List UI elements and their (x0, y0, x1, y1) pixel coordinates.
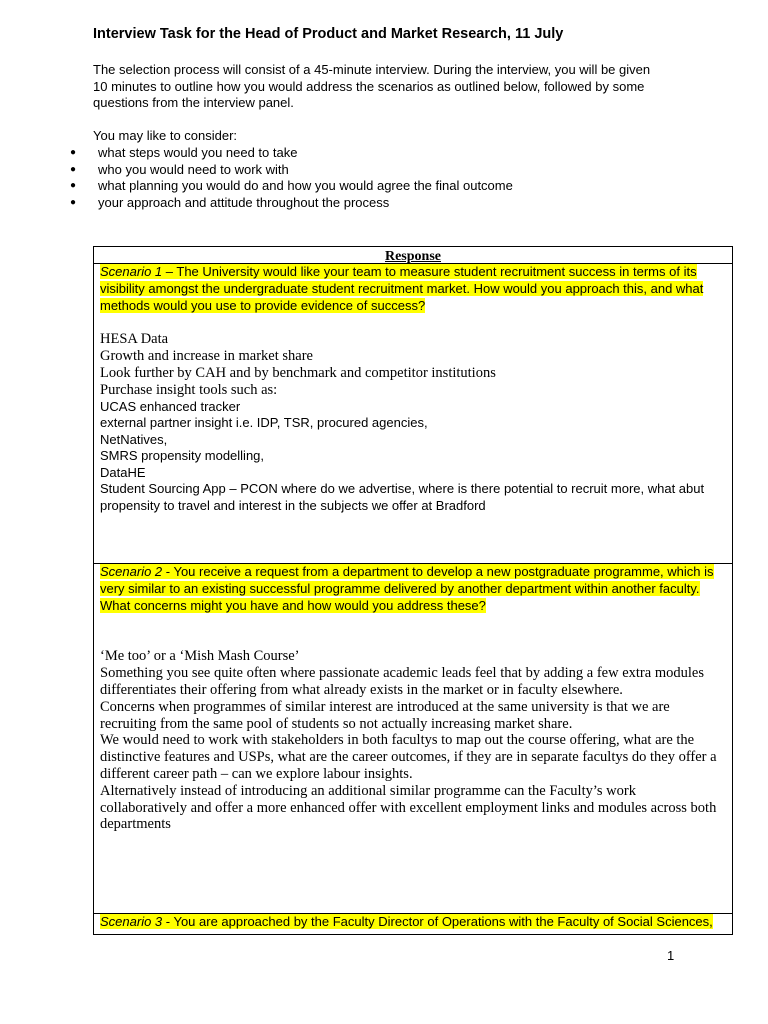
bullet-icon: ● (70, 147, 77, 158)
scenario-1-question (100, 264, 726, 314)
scenario-1-cell (94, 264, 732, 564)
scenario-2-question (100, 564, 726, 614)
scenario-2-paragraph: We would need to work with stakeholders in both facultys to map out the course offering, what are the distinctive features and USPs, what are the career outcomes, if they are in separate facultys do they offer a different career path – can we explore labour insights. (100, 732, 717, 782)
scenario-1-tool-line: Student Sourcing App – PCON where do we advertise, where is there potential to recruit more, what abut propensity to travel and interest in the subjects we offer at Bradford (100, 481, 705, 513)
scenario-1-tool-line: DataHE (100, 464, 146, 480)
scenario-1-tool-line: NetNatives, (100, 431, 168, 447)
bullet-icon: ● (70, 197, 77, 209)
scenario-1-serif-line: Growth and increase in market share (100, 348, 313, 365)
scenario-1-tool-line: UCAS enhanced tracker (100, 398, 241, 414)
scenario-2-label: Scenario 2 (100, 564, 163, 579)
scenario-2-text: - You receive a request from a department to develop a new postgraduate programme, which is very similar to an existing successful programme delivered by another department within another faculty. What concerns might you have and how would you address these? (100, 564, 714, 613)
bullet-icon: ● (70, 163, 77, 175)
scenario-1-label: Scenario 1 (100, 264, 163, 279)
response-heading: Response (384, 249, 441, 264)
scenario-1-serif-line: HESA Data (100, 331, 169, 348)
scenario-2-paragraph: Concerns when programmes of similar interest are introduced at the same university is that we are recruiting from the same pool of students so not actually increasing market share. (100, 698, 670, 732)
consider-heading: You may like to consider: (93, 128, 238, 143)
scenario-2-paragraph: Alternatively instead of introducing an additional similar programme can the Faculty’s work collaboratively and offer a more enhanced offer with excellent employment links and modules across both departments (100, 782, 717, 833)
scenario-3-cell (94, 914, 732, 934)
scenario-1-text: – The University would like your team to measure student recruitment success in terms of its visibility amongst the undergraduate student recruitment market. How would you approach this, and what methods would you use to provide evidence of success? (100, 264, 704, 313)
scenario-3-label: Scenario 3 (100, 914, 163, 929)
scenario-2-paragraph: Something you see quite often where passionate academic leads feel that by adding a few extra modules differentiates their offering from what already exists in the market or in faculty elsewhere. (100, 665, 704, 698)
response-table (93, 246, 733, 935)
bullet-icon: ● (70, 180, 77, 192)
intro-paragraph: The selection process will consist of a 45-minute interview. During the interview, you will be given 10 minutes to outline how you would address the scenarios as outlined below, followed by some questions from the interview panel. (93, 62, 651, 110)
scenario-3-question (100, 914, 726, 931)
scenario-1-tool-line: SMRS propensity modelling, (100, 448, 265, 464)
scenario-2-paragraph: ‘Me too’ or a ‘Mish Mash Course’ (100, 648, 300, 665)
scenario-2-cell (94, 564, 732, 914)
page-number: 1 (667, 948, 675, 963)
table-header (94, 247, 732, 264)
scenario-1-serif-line: Purchase insight tools such as: (100, 381, 278, 398)
document-title: Interview Task for the Head of Product and Market Research, 11 July (93, 26, 564, 42)
scenario-1-tool-line: external partner insight i.e. IDP, TSR, procured agencies, (100, 415, 428, 431)
scenario-3-text: - You are approached by the Faculty Director of Operations with the Faculty of Social Sciences, (162, 914, 713, 929)
scenario-1-serif-line: Look further by CAH and by benchmark and competitor institutions (100, 364, 496, 381)
